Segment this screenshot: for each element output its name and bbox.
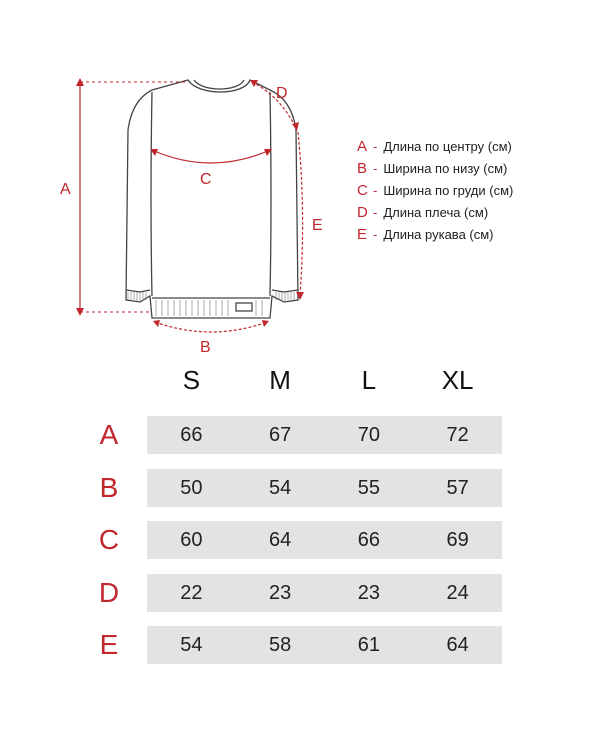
sweatshirt-diagram [0,0,600,360]
legend-item: D - Длина плеча (см) [357,204,489,221]
table-cell: 64 [269,529,292,551]
legend-text: Ширина по низу (см) [383,161,508,176]
sweatshirt-outline [126,80,298,318]
legend-item: B - Ширина по низу (см) [357,160,508,177]
legend-key: D [357,204,368,221]
table-cell: 23 [357,582,380,604]
table-cell: 55 [357,477,380,499]
diagram-letters [60,85,323,356]
legend-item: C - Ширина по груди (см) [357,182,514,199]
legend-key: C [357,182,368,199]
table-cell: 66 [357,529,380,551]
table-row-c [147,521,502,559]
legend-key: A [357,138,368,155]
table-cell: 54 [269,477,292,499]
legend-text: Ширина по груди (см) [383,183,514,198]
legend-key: E [357,226,368,243]
table-cell: 50 [180,477,203,499]
row-label-c: C [98,524,120,555]
size-header-s: S [182,365,201,395]
legend-text: Длина по центру (см) [383,139,512,154]
diagram-letter-c: C [200,171,212,188]
table-cell: 70 [357,424,380,446]
legend-key: B [357,160,368,177]
table-row-d [147,574,502,612]
legend-item: A - Длина по центру (см) [357,138,512,155]
legend-item: E - Длина рукава (см) [357,226,494,243]
row-label-d: D [98,577,120,608]
measure-c [150,149,272,163]
table-cell: 67 [269,424,292,446]
ribbing [128,292,294,316]
table-cell: 54 [180,634,203,656]
legend-text: Длина плеча (см) [383,205,489,220]
diagram-letter-a: A [60,181,71,198]
table-cell: 61 [357,634,380,656]
legend-text: Длина рукава (см) [383,227,494,242]
table-row-a [147,416,502,454]
diagram-letter-d: D [276,85,288,102]
size-header-row [147,360,502,400]
table-cell: 72 [446,424,469,446]
diagram-letter-e: E [312,217,323,234]
table-cell: 64 [446,634,469,656]
row-label-a: A [99,419,119,450]
diagram-letter-b: B [200,339,211,356]
row-label-e: E [99,629,119,660]
table-cell: 58 [269,634,292,656]
table-cell: 22 [180,582,203,604]
table-cell: 23 [269,582,292,604]
size-header-l: L [361,365,377,395]
table-cell: 24 [446,582,469,604]
table-cell: 69 [446,529,469,551]
size-header-xl: XL [441,365,474,395]
table-row-e [147,626,502,664]
row-label-b: B [99,472,119,503]
size-header-m: M [269,365,291,395]
measurement-legend [357,138,513,243]
measure-b [153,320,269,332]
table-cell: 60 [180,529,203,551]
measure-d [250,80,299,131]
table-row-b [147,469,502,507]
table-cell: 66 [180,424,203,446]
table-cell: 57 [446,477,469,499]
